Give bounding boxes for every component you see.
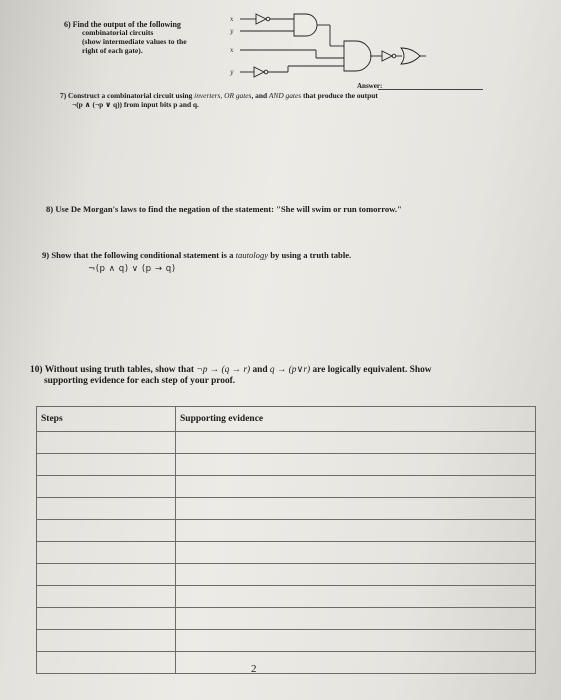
step-cell[interactable]: [37, 630, 176, 652]
inverter-gate-3-icon: [382, 51, 392, 61]
or-gate-icon: [401, 48, 420, 64]
step-cell[interactable]: [37, 454, 176, 476]
question-7-number: 7): [60, 91, 67, 100]
circuit-input-y2: y: [230, 69, 234, 76]
step-cell[interactable]: [37, 520, 176, 542]
table-row: [37, 498, 536, 520]
step-cell[interactable]: [37, 586, 176, 608]
question-9: [42, 251, 351, 261]
question-6-line1: Find the output of the following: [72, 20, 181, 29]
inverter-gate-2-icon: [254, 67, 264, 77]
evidence-cell[interactable]: [176, 586, 536, 608]
page-number: 2: [251, 663, 257, 675]
answer-blank-line[interactable]: [378, 89, 483, 90]
answer-label: Answer:: [357, 82, 383, 90]
question-10-text-e: are logically equivalent. Show: [310, 365, 432, 375]
proof-steps-table-body: [37, 432, 536, 674]
question-10-text-b: ¬p → (q → r): [196, 365, 251, 375]
question-7-text-b: inverters, OR gates: [194, 91, 252, 100]
evidence-cell[interactable]: [176, 454, 536, 476]
question-9-expression: ¬(p ∧ q) ∨ (p → q): [88, 264, 176, 274]
question-9-text-c: by using a truth table.: [268, 250, 352, 260]
question-10-text-a: Without using truth tables, show that: [44, 365, 197, 375]
question-8-text: Use De Morgan's laws to find the negation of the statement: "She will swim or run tomorrow.": [55, 204, 402, 214]
question-8-number: 8): [46, 204, 54, 214]
supporting-evidence-column-header: Supporting evidence: [176, 407, 536, 432]
step-cell[interactable]: [37, 608, 176, 630]
step-cell[interactable]: [37, 542, 176, 564]
proof-steps-table: [36, 406, 536, 674]
table-row: [37, 476, 536, 498]
question-10-line2: supporting evidence for each step of your proof.: [44, 375, 236, 386]
step-cell[interactable]: [37, 498, 176, 520]
question-6-number: 6): [64, 20, 71, 29]
table-row: [37, 454, 536, 476]
combinatorial-circuit-diagram: [226, 10, 426, 82]
evidence-cell[interactable]: [176, 498, 536, 520]
evidence-cell[interactable]: [176, 630, 536, 652]
question-6-line2: combinatorial circuits: [82, 28, 154, 38]
evidence-cell[interactable]: [176, 432, 536, 454]
evidence-cell[interactable]: [176, 542, 536, 564]
question-7-line2: ¬(p ∧ (¬p ∨ q)) from input bits p and q.: [72, 99, 199, 109]
and-gate-1-icon: [294, 14, 317, 36]
evidence-cell[interactable]: [176, 520, 536, 542]
circuit-input-x2: x: [230, 47, 234, 54]
question-7: [60, 92, 378, 109]
question-7-text-c: , and: [251, 91, 269, 100]
question-6-line3: (show intermediate values to the: [82, 36, 187, 46]
circuit-input-y1: y: [230, 28, 234, 35]
table-row: [37, 542, 536, 564]
question-9-number: 9): [42, 250, 50, 260]
evidence-cell[interactable]: [176, 652, 536, 674]
table-row: [37, 652, 536, 674]
and-gate-2-icon: [344, 41, 371, 71]
inverter-gate-1-icon: [256, 14, 266, 24]
question-7-text-e: that produce the output: [301, 91, 378, 100]
evidence-cell[interactable]: [176, 476, 536, 498]
question-10-text-c: and: [250, 365, 270, 375]
question-7-text-d: AND gates: [268, 91, 302, 100]
table-row: [37, 564, 536, 586]
question-9-text-a: Show that the following conditional statement is a: [51, 250, 236, 260]
step-cell[interactable]: [37, 652, 176, 674]
circuit-input-x1: x: [230, 16, 234, 23]
step-cell[interactable]: [37, 432, 176, 454]
table-row: [37, 432, 536, 454]
question-7-text-a: Construct a combinatorial circuit using: [68, 91, 195, 100]
evidence-cell[interactable]: [176, 608, 536, 630]
question-10-text-d: q → (p∨r): [269, 365, 311, 375]
table-header-row: [37, 407, 536, 432]
evidence-cell[interactable]: [176, 564, 536, 586]
step-cell[interactable]: [37, 564, 176, 586]
question-10-number: 10): [30, 365, 43, 375]
question-10: [30, 365, 432, 387]
table-row: [37, 520, 536, 542]
steps-column-header: Steps: [37, 407, 176, 432]
table-row: [37, 608, 536, 630]
table-row: [37, 586, 536, 608]
question-8: [46, 205, 402, 215]
question-6-line4: right of each gate).: [82, 45, 143, 55]
step-cell[interactable]: [37, 476, 176, 498]
table-row: [37, 630, 536, 652]
question-6: [64, 20, 187, 55]
question-9-text-b: tautology: [235, 250, 269, 260]
